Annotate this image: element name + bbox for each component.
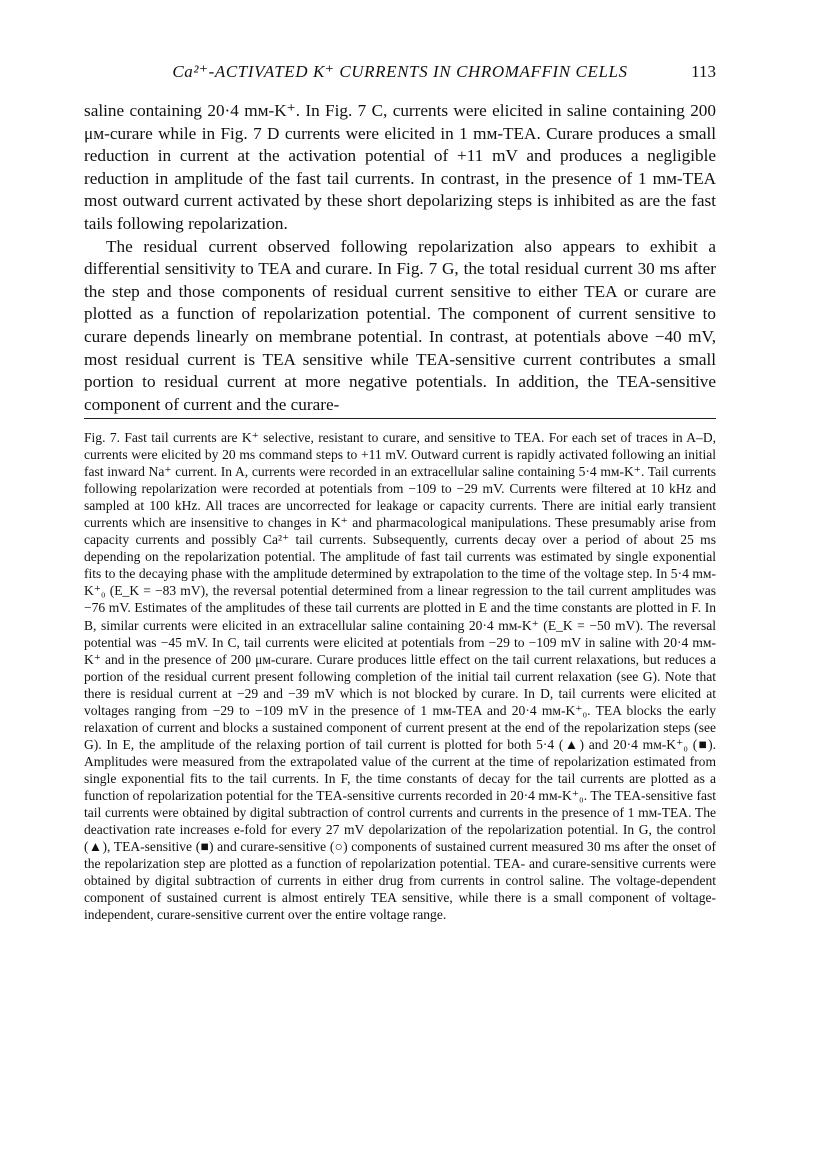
figure-caption-text: Fig. 7. Fast tail currents are K⁺ selective, resistant to curare, and sensitive to TEA. For each set of traces in A–D, currents were elicited by 20 ms command steps to +11 mV. Outward current is rapidly activated following an initial fast inward Na⁺ current. In A, currents were recorded in an extracellular saline containing 5·4 mᴍ-K⁺. Tail currents following repolarization were recorded at potentials from −109 to −29 mV. Currents were filtered at 10 kHz and sampled at 100 kHz. All traces are uncorrected for leakage or capacity currents. There are initial early transient currents which are insensitive to changes in K⁺ and pharmacological manipulations. These presumably arise from capacity currents and possibly Ca²⁺ tail currents. Subsequently, currents decay over a period of about 25 ms depending on the repolarization potential. The amplitude of fast tail currents was estimated by single exponential fits to the decaying phase with the amplitude determined by extrapolation to the time of the voltage step. In 5·4 mᴍ-K⁺₀ (E_K = −83 mV), the reversal potential determined from a linear regression to the tail current amplitudes was −76 mV. Estimates of the amplitudes of these tail currents are plotted in E and the time constants are plotted in F. In B, similar currents were elicited in an extracellular saline containing 20·4 mᴍ-K⁺ (E_K = −50 mV). The reversal potential was −45 mV. In C, tail currents were elicited at potentials from −29 to −109 mV in saline with 20·4 mᴍ-K⁺ and in the presence of 200 μᴍ-curare. Curare produces little effect on the tail current relaxations, but reduces a portion of the residual current present following completion of the initial tail current relaxation (see G). Note that there is residual current at −29 and −39 mV which is not blocked by curare. In D, tail currents were elicited at voltages ranging from −29 to −109 mV in the presence of 1 mᴍ-TEA and 20·4 mᴍ-K⁺₀. TEA blocks the early relaxation of current and blocks a sustained component of current present at the end of the repolarization steps (see G). In E, the amplitude of the relaxing portion of tail current is plotted for both 5·4 (▲) and 20·4 mᴍ-K⁺₀ (■). Amplitudes were measured from the extrapolated value of the current at the time of repolarization estimated from single exponential fits to the tail currents. In F, the time constants of decay for the tail currents are plotted as a function of repolarization potential for the TEA-sensitive currents recorded in 20·4 mᴍ-K⁺₀. The TEA-sensitive fast tail currents were obtained by digital subtraction of control currents and currents in the presence of 1 mᴍ-TEA. The deactivation rate increases e-fold for every 27 mV depolarization of the repolarization potential. In G, the control (▲), TEA-sensitive (■) and curare-sensitive (○) components of sustained current measured 30 ms after the onset of the repolarization step are plotted as a function of repolarization potential. TEA- and curare-sensitive currents were obtained by digital subtraction of currents in either drug from currents in control saline. The voltage-dependent component of sustained current is almost entirely TEA sensitive, while there is a small component of voltage-independent, curare-sensitive current over the entire voltage range. bbox=[84, 430, 716, 923]
page-number: 113 bbox=[691, 62, 716, 81]
body-text bbox=[84, 100, 716, 416]
body-paragraph: The residual current observed following repolarization also appears to exhibit a differential sensitivity to TEA and curare. In Fig. 7 G, the total residual current 30 ms after the step and those components of residual current sensitive to either TEA or curare are plotted as a function of repolarization potential. The component of current sensitive to curare depends linearly on membrane potential. In contrast, at potentials above −40 mV, most residual current is TEA sensitive while TEA-sensitive current contributes a small portion to residual current at more negative potentials. In addition, the TEA-sensitive component of current and the curare- bbox=[84, 236, 716, 414]
running-head bbox=[84, 62, 716, 88]
figure-caption bbox=[84, 429, 716, 923]
running-title: Ca²⁺-ACTIVATED K⁺ CURRENTS IN CHROMAFFIN CELLS bbox=[172, 62, 628, 81]
body-paragraph: saline containing 20·4 mᴍ-K⁺. In Fig. 7 C, currents were elicited in saline containing 200 μᴍ-curare while in Fig. 7 D currents were elicited in 1 mᴍ-TEA. Curare produces a small reduction in current at the activation potential of +11 mV and produces a negligible reduction in amplitude of the fast tail currents. In contrast, in the presence of 1 mᴍ-TEA most outward current activated by these short depolarizing steps is inhibited as are the fast tails following repolarization. bbox=[84, 101, 716, 233]
caption-divider bbox=[84, 418, 716, 419]
